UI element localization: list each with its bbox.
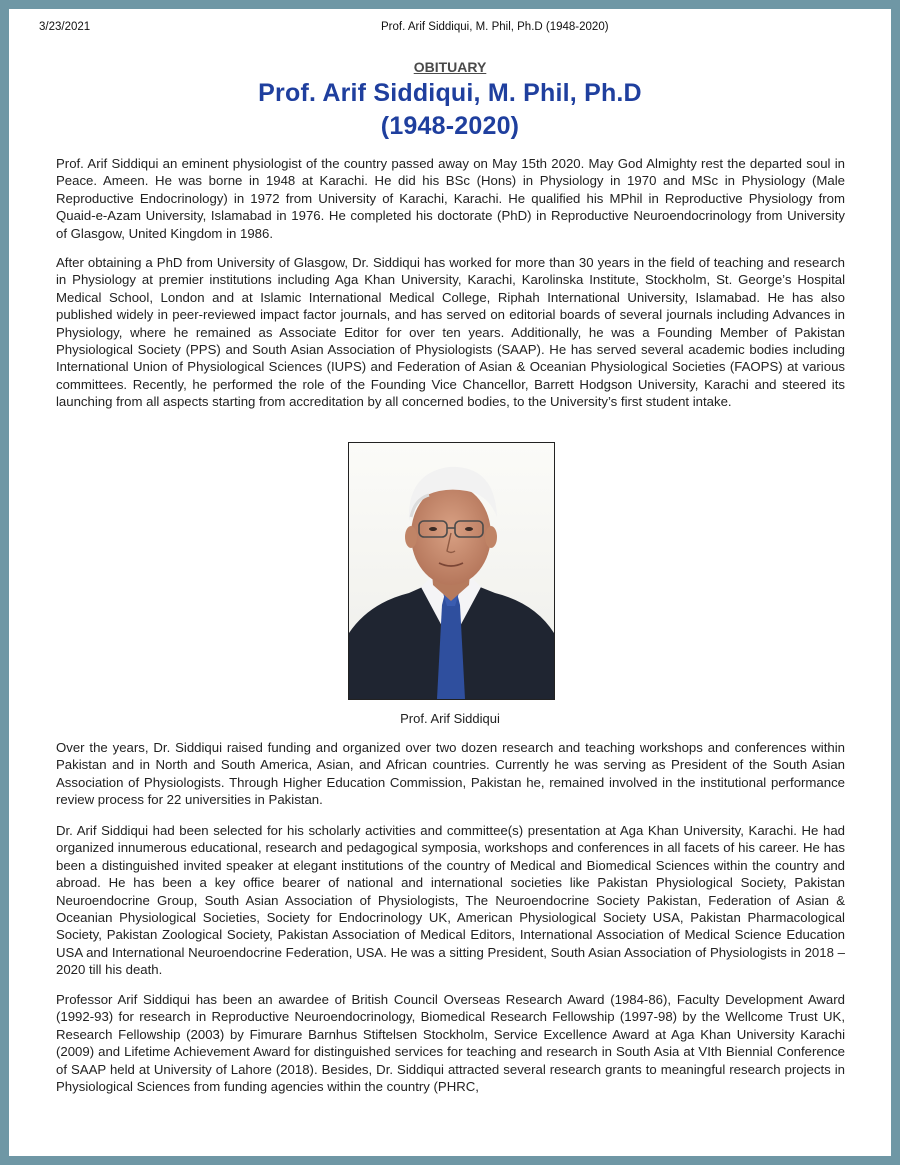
print-date: 3/23/2021 xyxy=(39,21,91,33)
obituary-kicker: OBITUARY xyxy=(413,59,487,75)
page-title-years: (1948-2020) xyxy=(380,112,520,140)
page-title: Prof. Arif Siddiqui, M. Phil, Ph.D xyxy=(258,79,642,107)
document-page xyxy=(9,9,891,1156)
print-header-title: Prof. Arif Siddiqui, M. Phil, Ph.D (1948-2020) xyxy=(381,21,609,33)
paragraph-career: After obtaining a PhD from University of Glasgow, Dr. Siddiqui has worked for more than 30 years in the field of teaching and research in Physiology at premier institutions including Aga Khan University, Karachi, Karolinska Institute, Stockholm, St. George’s Hospital Medical School, London and at Islamic International Medical College, Riphah International University, Islamabad. He has also published widely in peer-reviewed impact factor journals, and has served on editorial boards of several journals including Advances in Physiology, where he remained as Associate Editor for over ten years. Additionally, he was a Founding Member of Pakistan Physiological Society (PPS) and South Asian Association of Physiologists (SAAP). He has served several academic bodies including International Union of Physiological Sciences (IUPS) and Federation of Asian & Oceanian Physiological Societies (FAOPS) at various committees. Recently, he performed the role of the Founding Vice Chancellor, Barrett Hodgson University, Karachi and steered its launching from all aspects starting from accreditation by all concerned bodies, to the University’s first student intake. xyxy=(56,255,845,410)
paragraph-awards: Professor Arif Siddiqui has been an awardee of British Council Overseas Research Award (1984-86), Faculty Development Award (1992-93) for research in Reproductive Neuroendocrinology, Biomedical Research Fellowship (1997-98) by the Wellcome Trust UK, Research Fellowship (2003) by Fimurare Barnhus Stiftelsen Stockholm, Service Excellence Award at Aga Khan University Karachi (2009) and Lifetime Achievement Award for distinguished services for teaching and research in South Asia at VIth Biennial Conference of SAAP held at University of Lahore (2018). Besides, Dr. Siddiqui attracted several research grants to meaningful research projects in Physiological Sciences from funding agencies within the country (PHRC, xyxy=(56,992,845,1095)
paragraph-societies: Dr. Arif Siddiqui had been selected for his scholarly activities and committee(s) presentation at Aga Khan University, Karachi. He had organized innumerous educational, research and pedagogical symposia, workshops and conferences in all facets of his career. He has been a distinguished invited speaker at elegant institutions of the country of Medical and Biomedical Sciences within the country and abroad. He has been a key office bearer of national and international societies like Pakistan Physiological Society, Pakistan Neuroendocrine Group, South Asian Association of Physiologists, The Neuroendocrine Society Pakistan, Federation of Asian & Oceanian Physiological Societies, Society for Endocrinology UK, American Physiological Society USA, Pakistan Pharmacological Society, Pakistan Zoological Society, Pakistan Association of Medical Editors, International Association of Medical Science Education USA and International Neuroendocrine Federation, USA. He was a sitting President, South Asian Association of Physiologists in 2018 – 2020 till his death. xyxy=(56,823,845,978)
photo-caption: Prof. Arif Siddiqui xyxy=(400,711,500,726)
paragraph-biography: Prof. Arif Siddiqui an eminent physiologist of the country passed away on May 15th 2020. May God Almighty rest the departed soul in Peace. Ameen. He was borne in 1948 at Karachi. He did his BSc (Hons) in Physiology in 1970 and MSc in Physiology (Male Reproductive Endocrinology) in 1972 from University of Karachi, Karachi. He qualified his MPhil in Reproductive Physiology from Quaid-e-Azam University, Islamabad in 1976. He completed his doctorate (PhD) in Reproductive Neuroendocrinology from University of Glasgow, United Kingdom in 1986. xyxy=(56,156,845,241)
portrait-photo xyxy=(348,442,555,700)
paragraph-workshops: Over the years, Dr. Siddiqui raised funding and organized over two dozen research and teaching workshops and conferences within Pakistan and in North and South America, Asian, and African countries. Currently he was serving as President of the South Asian Association of Physiologists. Through Higher Education Commission, Pakistan he, remained involved in the institutional performance review process for 22 universities in Pakistan. xyxy=(56,740,845,808)
